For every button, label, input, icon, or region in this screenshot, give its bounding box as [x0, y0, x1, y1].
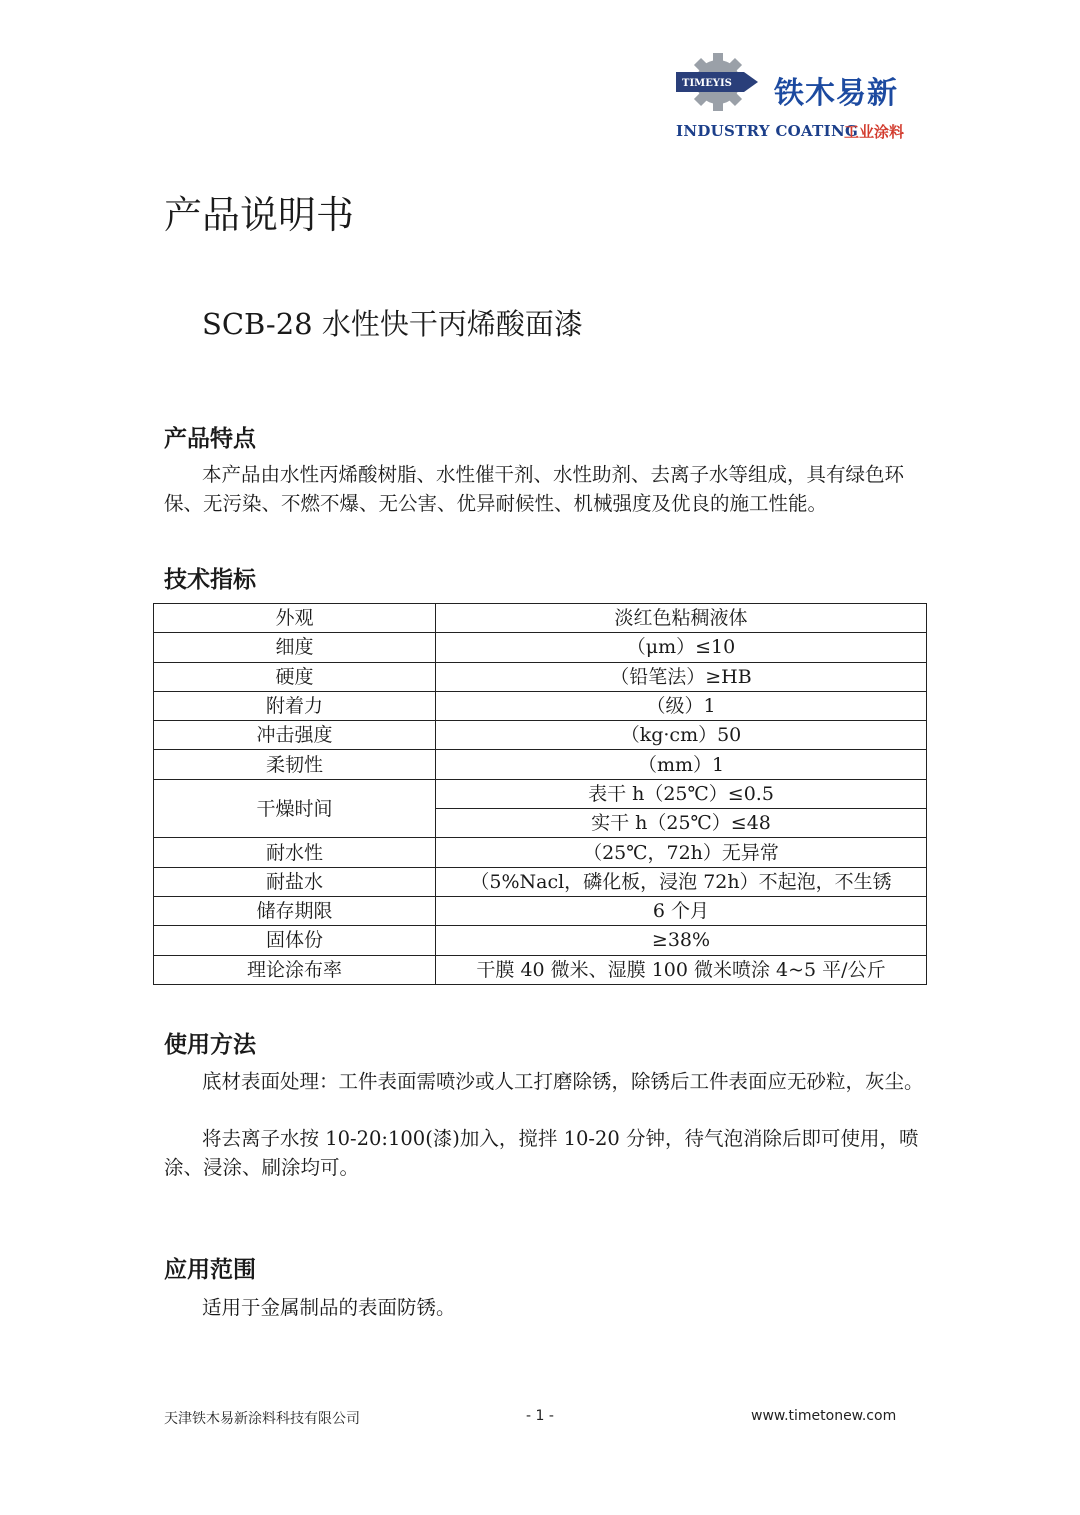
spec-key: 柔韧性: [154, 750, 436, 779]
table-row: [154, 896, 927, 925]
spec-value: （kg·cm）50: [436, 721, 927, 750]
table-row: [154, 838, 927, 867]
spec-value: 6 个月: [436, 896, 927, 925]
spec-key: 硬度: [154, 662, 436, 691]
spec-value: 淡红色粘稠液体: [436, 604, 927, 633]
scope-heading: 应用范围: [164, 1257, 256, 1283]
logo-brand-cn: 铁木易新: [774, 76, 898, 111]
spec-key: 外观: [154, 604, 436, 633]
spec-key: 储存期限: [154, 896, 436, 925]
table-row: [154, 926, 927, 955]
document-title: 产品说明书: [164, 193, 355, 237]
spec-key: 耐盐水: [154, 867, 436, 896]
table-row: [154, 750, 927, 779]
logo-brand-en: INDUSTRY COATING: [676, 122, 859, 140]
footer-website: www.timetonew.com: [751, 1408, 897, 1424]
features-text: [164, 461, 924, 518]
spec-value: ≥38%: [436, 926, 927, 955]
spec-value: （级）1: [436, 691, 927, 720]
spec-key: 干燥时间: [154, 779, 436, 838]
spec-value: （5%Nacl，磷化板，浸泡 72h）不起泡，不生锈: [436, 867, 927, 896]
gear-logo-icon: [672, 52, 772, 112]
company-logo: [672, 52, 922, 152]
spec-value: 表干 h（25℃）≤0.5: [436, 779, 927, 808]
table-row: [154, 955, 927, 984]
spec-value: 实干 h（25℃）≤48: [436, 809, 927, 838]
product-title: SCB-28 水性快干丙烯酸面漆: [202, 307, 583, 341]
table-row: [154, 867, 927, 896]
table-row: [154, 721, 927, 750]
spec-key: 固体份: [154, 926, 436, 955]
spec-table: [153, 603, 927, 985]
table-row: [154, 691, 927, 720]
usage-paragraph-1: [164, 1068, 924, 1097]
usage-paragraph-2: [164, 1125, 924, 1182]
spec-key: 理论涂布率: [154, 955, 436, 984]
table-row: [154, 604, 927, 633]
features-heading: 产品特点: [164, 426, 256, 452]
scope-text: 适用于金属制品的表面防锈。: [202, 1296, 456, 1319]
spec-key: 冲击强度: [154, 721, 436, 750]
usage-text-2: 将去离子水按 10-20:100(漆)加入，搅拌 10-20 分钟，待气泡消除后即可使用，喷涂、浸涂、刷涂均可。: [164, 1127, 919, 1179]
table-row: [154, 779, 927, 808]
logo-brand-tag: 工业涂料: [844, 123, 905, 141]
specs-heading: 技术指标: [164, 567, 256, 593]
scope-paragraph: [164, 1294, 924, 1323]
spec-value: （mm）1: [436, 750, 927, 779]
spec-key: 耐水性: [154, 838, 436, 867]
spec-value: 干膜 40 微米、湿膜 100 微米喷涂 4~5 平/公斤: [436, 955, 927, 984]
spec-value: （铅笔法）≥HB: [436, 662, 927, 691]
footer-company: 天津铁木易新涂料科技有限公司: [164, 1411, 360, 1427]
table-row: [154, 662, 927, 691]
usage-text-1: 底材表面处理：工件表面需喷沙或人工打磨除锈，除锈后工件表面应无砂粒，灰尘。: [202, 1070, 924, 1093]
spec-value: （μm）≤10: [436, 633, 927, 662]
footer-page-number: - 1 -: [526, 1408, 554, 1424]
usage-heading: 使用方法: [164, 1032, 256, 1058]
features-text-content: 本产品由水性丙烯酸树脂、水性催干剂、水性助剂、去离子水等组成，具有绿色环保、无污染、不燃不爆、无公害、优异耐候性、机械强度及优良的施工性能。: [164, 463, 905, 515]
spec-key: 细度: [154, 633, 436, 662]
spec-value: （25℃，72h）无异常: [436, 838, 927, 867]
logo-badge-text: TIMEYIS: [682, 78, 732, 89]
table-row: [154, 633, 927, 662]
spec-key: 附着力: [154, 691, 436, 720]
